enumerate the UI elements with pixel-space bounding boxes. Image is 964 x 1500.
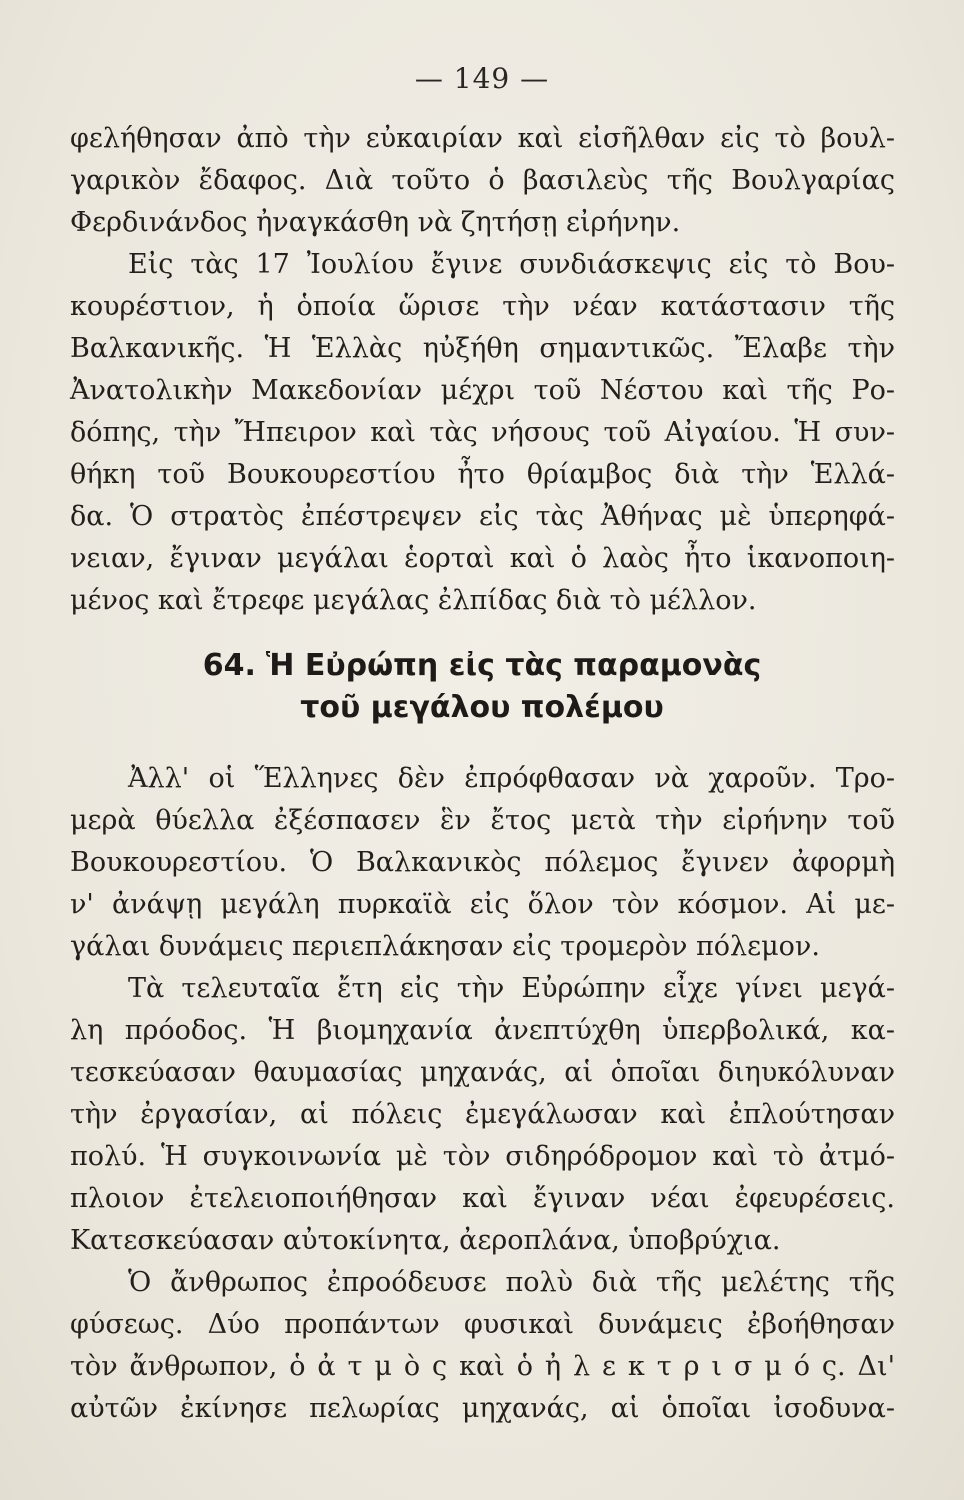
text-line: τεσκεύασαν θαυμασίας μηχανάς, αἱ ὁποῖαι διηυκόλυναν (70, 1057, 895, 1088)
section-number: 64. (202, 648, 256, 683)
text-line: πολύ. Ἡ συγκοινωνία μὲ τὸν σιδηρόδρομον καὶ τὸ ἀτμό- (70, 1141, 895, 1172)
section-heading (0, 645, 964, 729)
text-line: γάλαι δυνάμεις περιεπλάκησαν εἰς τρομερὸν πόλεμον. (70, 931, 820, 962)
text-line: Ἀλλ' οἱ Ἕλληνες δὲν ἐπρόφθασαν νὰ χαροῦν. Τρο- (128, 763, 895, 794)
text-line: θήκη τοῦ Βουκουρεστίου ἦτο θρίαμβος διὰ τὴν Ἑλλά- (70, 459, 895, 490)
page-number: — 149 — (414, 62, 550, 95)
text-line: Ὁ ἄνθρωπος ἐπροόδευσε πολὺ διὰ τῆς μελέτης τῆς (128, 1267, 895, 1298)
text-line: λη πρόοδος. Ἡ βιομηχανία ἀνεπτύχθη ὑπερβολικά, κα- (70, 1015, 895, 1046)
section-64-body (70, 758, 895, 1430)
heading-line-1 (0, 645, 964, 687)
text-line: Ἀνατολικὴν Μακεδονίαν μέχρι τοῦ Νέστου καὶ τῆς Ρο- (70, 375, 895, 406)
text-line: ν' ἀνάψῃ μεγάλη πυρκαϊὰ εἰς ὅλον τὸν κόσμον. Αἱ με- (70, 889, 895, 920)
text-line: δα. Ὁ στρατὸς ἐπέστρεψεν εἰς τὰς Ἀθήνας μὲ ὑπερηφά- (70, 501, 895, 532)
text-line: Βουκουρεστίου. Ὁ Βαλκανικὸς πόλεμος ἔγινεν ἀφορμὴ (70, 847, 895, 878)
text-line: νειαν, ἔγιναν μεγάλαι ἑορταὶ καὶ ὁ λαὸς ἦτο ἱκανοποιη- (70, 543, 895, 574)
heading-title-part-1: Ἡ Εὐρώπη εἰς τὰς παραμονὰς (265, 648, 762, 683)
text-line: τὴν ἐργασίαν, αἱ πόλεις ἐμεγάλωσαν καὶ ἐπλούτησαν (70, 1099, 895, 1130)
text-line: αὐτῶν ἐκίνησε πελωρίας μηχανάς, αἱ ὁποῖαι ἰσοδυνα- (70, 1393, 895, 1424)
text-line: μένος καὶ ἔτρεφε μεγάλας ἐλπίδας διὰ τὸ μέλλον. (70, 585, 757, 616)
text-line: φύσεως. Δύο προπάντων φυσικαὶ δυνάμεις ἐβοήθησαν (70, 1309, 895, 1340)
text-line: κουρέστιον, ἡ ὁποία ὥρισε τὴν νέαν κατάστασιν τῆς (70, 291, 895, 322)
text-line: Τὰ τελευταῖα ἔτη εἰς τὴν Εὐρώπην εἶχε γίνει μεγά- (128, 973, 895, 1004)
text-line: Βαλκανικῆς. Ἡ Ἑλλὰς ηὐξήθη σημαντικῶς. Ἔλαβε τὴν (70, 333, 895, 364)
section-63-continuation (70, 118, 895, 622)
text-line: φελήθησαν ἀπὸ τὴν εὐκαιρίαν καὶ εἰσῆλθαν εἰς τὸ βουλ- (70, 123, 895, 154)
text-line: τὸν ἄνθρωπον, ὁ ἀ τ μ ὸ ς καὶ ὁ ἠ λ ε κ τ ρ ι σ μ ό ς. Δι' (70, 1351, 895, 1382)
text-line: μερὰ θύελλα ἐξέσπασεν ἓν ἔτος μετὰ τὴν εἰρήνην τοῦ (70, 805, 895, 836)
text-line: Εἰς τὰς 17 Ἰουλίου ἔγινε συνδιάσκεψις εἰς τὸ Βου- (128, 249, 895, 280)
heading-title-part-2: τοῦ μεγάλου πολέμου (300, 690, 664, 725)
text-line: Κατεσκεύασαν αὐτοκίνητα, ἀεροπλάνα, ὑποβρύχια. (70, 1225, 781, 1256)
text-line: πλοιον ἐτελειοποιήθησαν καὶ ἔγιναν νέαι ἐφευρέσεις. (70, 1183, 895, 1214)
text-line: γαρικὸν ἔδαφος. Διὰ τοῦτο ὁ βασιλεὺς τῆς Βουλγαρίας (70, 165, 895, 196)
text-line: Φερδινάνδος ἠναγκάσθη νὰ ζητήσῃ εἰρήνην. (70, 207, 681, 238)
text-line: δόπης, τὴν Ἤπειρον καὶ τὰς νήσους τοῦ Αἰγαίου. Ἡ συν- (70, 417, 895, 448)
